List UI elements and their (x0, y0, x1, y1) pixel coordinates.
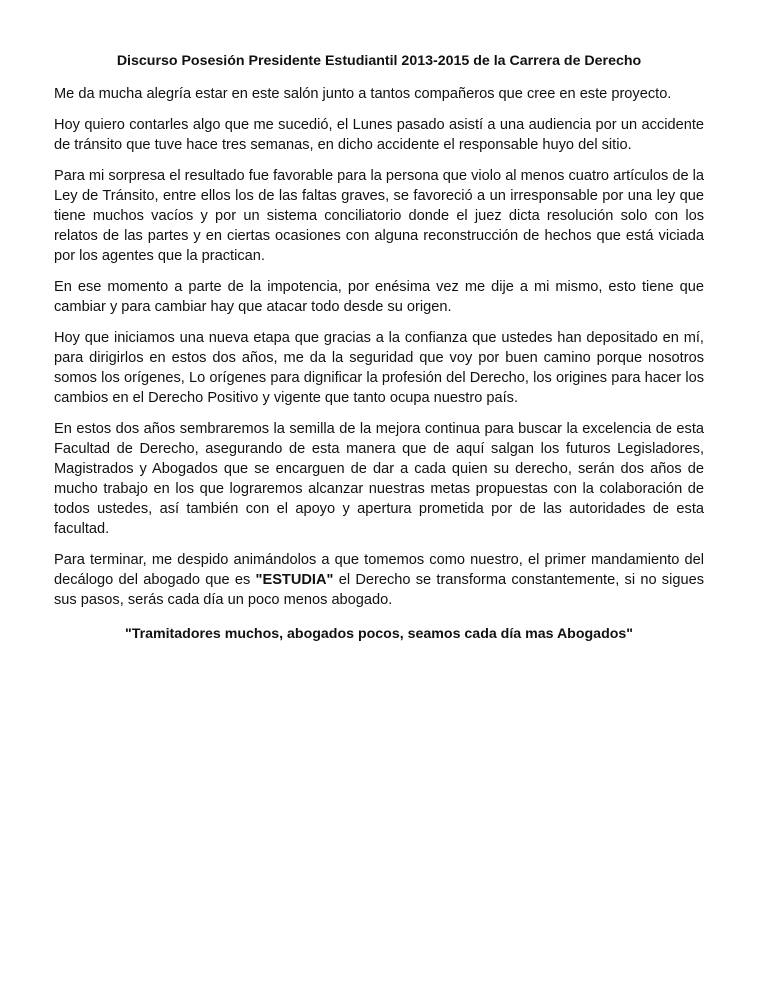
paragraph-6: En estos dos años sembraremos la semilla de la mejora continua para buscar la excelencia de esta Facultad de Derecho, asegurando de esta manera que de aquí salgan los futuros Legisladores, Magistrados y Abogados que se encarguen de dar a cada quien su derecho, serán dos años de mucho trabajo en los que lograremos alcanzar nuestras metas propuestas con la colaboración de todos ustedes, así también con el apoyo y apertura prometida por de las autoridades de esta facultad. (54, 421, 704, 537)
paragraph-2: Hoy quiero contarles algo que me sucedió, el Lunes pasado asistí a una audiencia por un accidente de tránsito que tuve hace tres semanas, en dicho accidente el responsable huyo del sitio. (54, 117, 704, 153)
paragraph-7 (54, 550, 704, 610)
paragraph-1: Me da mucha alegría estar en este salón junto a tantos compañeros que cree en este proyecto. (54, 86, 672, 102)
closing-quote: "Tramitadores muchos, abogados pocos, seamos cada día mas Abogados" (124, 626, 634, 642)
paragraph-4: En ese momento a parte de la impotencia, por enésima vez me dije a mi mismo, esto tiene que cambiar y para cambiar hay que atacar todo desde su origen. (54, 279, 704, 315)
paragraph-3: Para mi sorpresa el resultado fue favorable para la persona que violo al menos cuatro artículos de la Ley de Tránsito, entre ellos los de las faltas graves, se favoreció a un irresponsable por una ley que tiene muchos vacíos y por un sistema conciliatorio donde el juez dicta resolución solo con los relatos de las partes y en ciertas ocasiones con alguna reconstrucción de hechos que está viciada por los agentes que la practican. (54, 168, 704, 264)
paragraph-7-after: el Derecho se transforma constantemente, si no sigues sus pasos, serás cada día un poco menos abogado. (54, 572, 704, 608)
document-title: Discurso Posesión Presidente Estudiantil 2013-2015 de la Carrera de Derecho (116, 53, 642, 69)
estudia-emphasis: "ESTUDIA" (255, 572, 334, 588)
paragraph-5: Hoy que iniciamos una nueva etapa que gracias a la confianza que ustedes han depositado en mí, para dirigirlos en estos dos años, me da la seguridad que voy por buen camino porque nosotros somos los orígenes, Lo orígenes para dignificar la profesión del Derecho, los origines para hacer los cambios en el Derecho Positivo y vigente que tanto ocupa nuestro país. (54, 330, 704, 406)
paragraph-7-before: Para terminar, me despido animándolos a que tomemos como nuestro, el primer mandamiento del decálogo del abogado que es (54, 552, 704, 588)
